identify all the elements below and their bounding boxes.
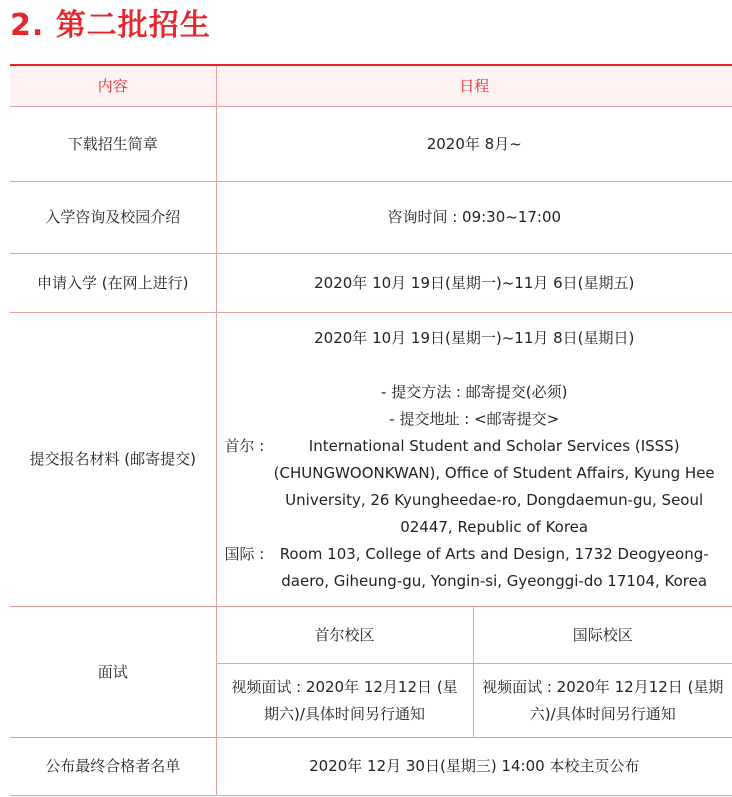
apply-label-line1: 申请入学 xyxy=(36,273,97,292)
global-address: Room 103, College of Arts and Design, 1732 Deogyeong-daero, Giheung-gu, Yongin-si, Gyeonggi-do 17104, Korea xyxy=(279,544,709,590)
row-label-consult: 入学咨询及校园介绍 xyxy=(10,182,216,254)
row-value-materials xyxy=(216,313,732,607)
row-value-consult: 咨询时间 : 09:30~17:00 xyxy=(216,182,732,254)
seoul-address-label: 首尔 : xyxy=(224,436,265,455)
apply-label-line2: (在网上进行) xyxy=(101,273,189,292)
header-schedule: 日程 xyxy=(216,66,732,107)
row-value-download: 2020年 8月~ xyxy=(216,107,732,182)
global-address-block xyxy=(225,541,725,595)
interview-seoul-value xyxy=(216,664,473,738)
row-label-materials xyxy=(10,313,216,607)
materials-label-line2: (邮寄提交) xyxy=(124,450,196,468)
interview-global-value xyxy=(473,664,732,738)
row-label-interview: 面试 xyxy=(10,607,216,738)
row-value-apply: 2020年 10月 19日(星期一)~11月 6日(星期五) xyxy=(216,254,732,313)
table-row xyxy=(10,107,732,182)
materials-method: - 提交方法 : 邮寄提交(必须) xyxy=(381,382,568,401)
seoul-address: International Student and Scholar Services (ISSS) (CHUNGWOONKWAN), Office of Student Affairs, Kyung Hee University, 26 Kyungheedae-ro, Dongdaemun-gu, Seoul 02447, Republic of Korea xyxy=(273,436,715,536)
materials-address-title: - 提交地址 : <邮寄提交> xyxy=(389,409,560,428)
admission-schedule-table xyxy=(10,66,732,796)
interview-global-line1: 视频面试 : 2020年 12月12日 xyxy=(482,677,683,696)
table-row xyxy=(10,738,732,796)
interview-seoul-line1: 视频面试 : 2020年 12月12日 xyxy=(231,677,433,696)
table-row xyxy=(10,254,732,313)
interview-global-line2: (星期六)/具体时间另行通知 xyxy=(529,677,724,723)
row-label-download: 下载招生简章 xyxy=(10,107,216,182)
row-label-final: 公布最终合格者名单 xyxy=(10,738,216,796)
table-row xyxy=(10,607,732,664)
interview-seoul-line2: (星期六)/具体时间另行通知 xyxy=(264,677,458,723)
row-value-final: 2020年 12月 30日(星期三) 14:00 本校主页公布 xyxy=(216,738,732,796)
materials-label-line1: 提交报名材料 xyxy=(29,450,120,468)
interview-seoul-campus: 首尔校区 xyxy=(216,607,473,664)
materials-date: 2020年 10月 19日(星期一)~11月 8日(星期日) xyxy=(314,328,635,347)
table-header-row xyxy=(10,66,732,107)
seoul-address-block xyxy=(225,433,725,541)
global-address-label: 国际 : xyxy=(224,544,265,563)
table-row xyxy=(10,313,732,607)
header-content: 内容 xyxy=(10,66,216,107)
section-title: 2. 第二批招生 xyxy=(10,8,211,43)
table-row xyxy=(10,182,732,254)
interview-global-campus: 国际校区 xyxy=(473,607,732,664)
row-label-apply xyxy=(10,254,216,313)
